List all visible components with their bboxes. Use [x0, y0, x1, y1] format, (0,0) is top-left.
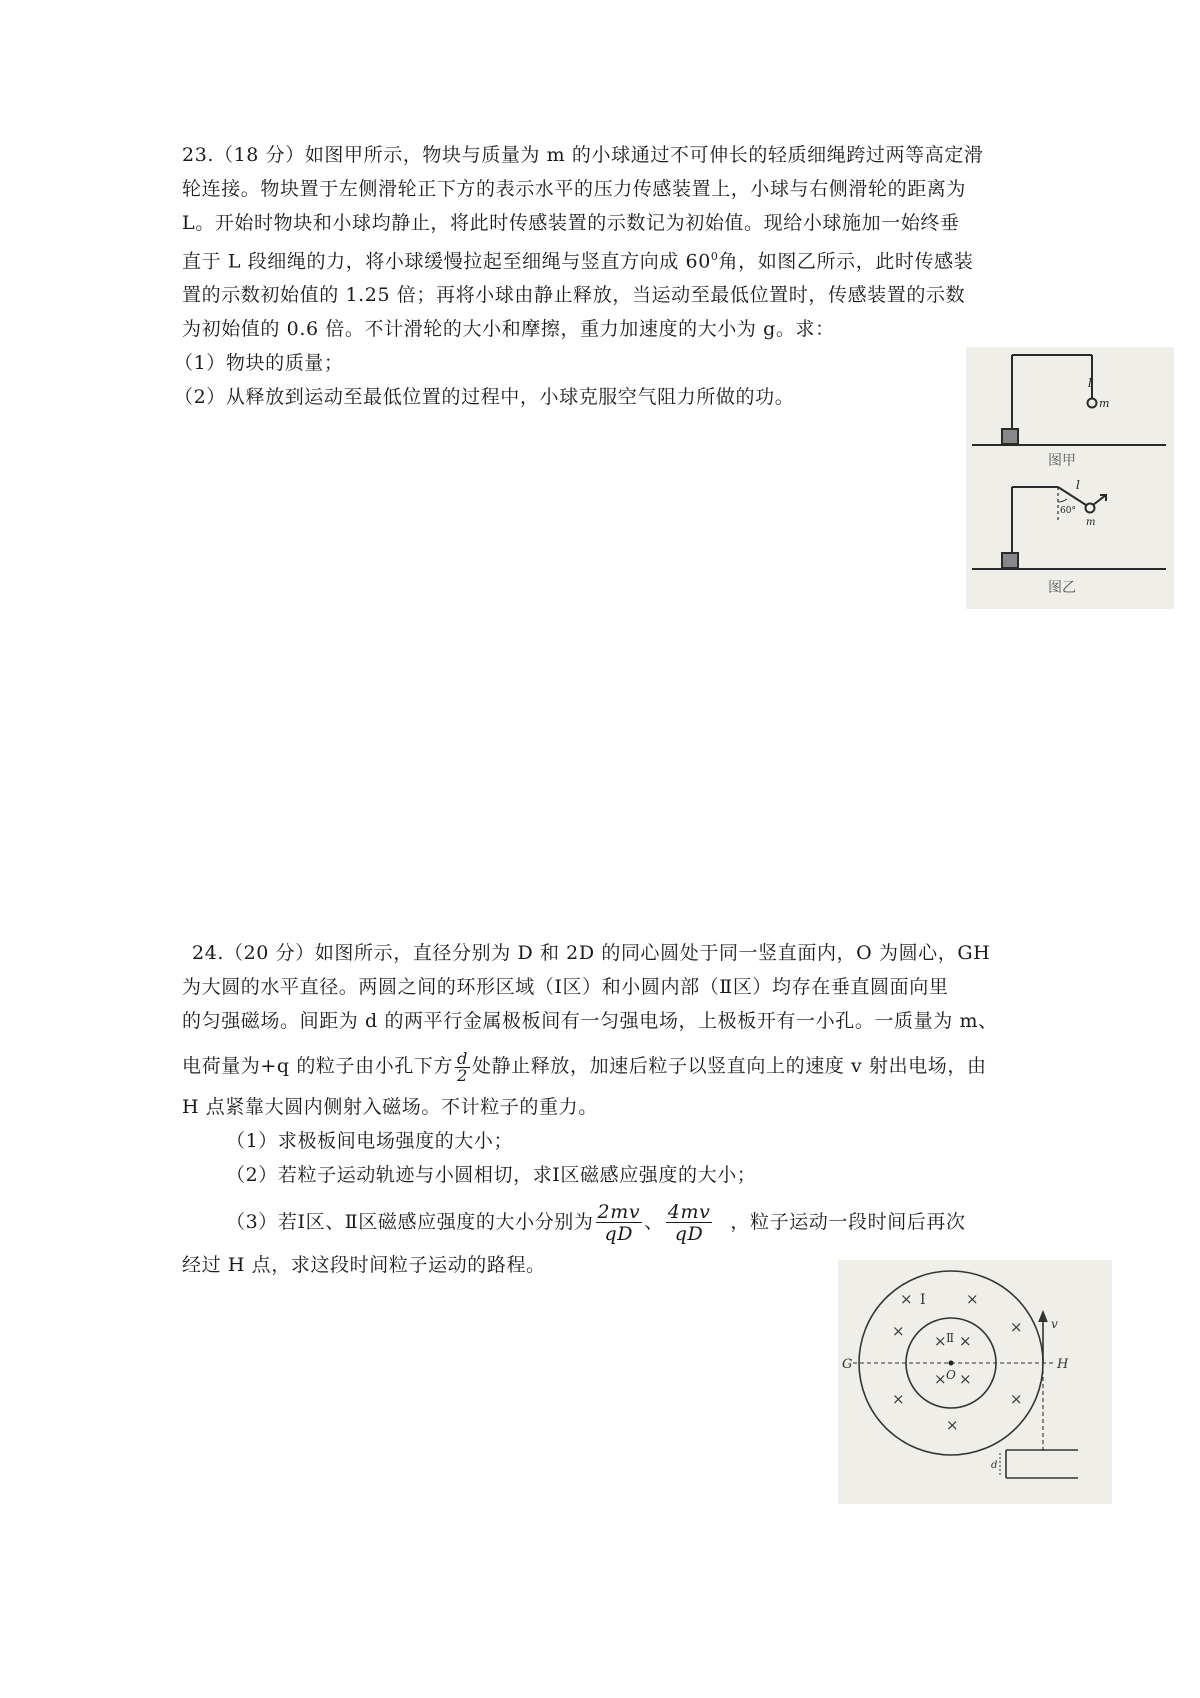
center-o-label: O [946, 1368, 956, 1382]
q23-line-4-post: 角，如图乙所示，此时传感装 [718, 250, 974, 273]
q23-text [174, 138, 1028, 414]
q23-line-1: 23.（18 分）如图甲所示，物块与质量为 m 的小球通过不可伸长的轻质细绳跨过两等高定滑 [182, 144, 984, 166]
point-h-label: H [1057, 1357, 1069, 1372]
q23-sub-1: （1）物块的质量； [174, 352, 344, 375]
fraction-4mv-over-qd: $\frac{4mv}{qD}$ [667, 1200, 711, 1245]
velocity-v-label: v [1051, 1317, 1058, 1331]
q24-line-1: 24.（20 分）如图所示，直径分别为 D 和 2D 的同心圆处于同一竖直面内，O 为圆心，GH [192, 942, 991, 964]
fig-b-caption: 图乙 [1048, 580, 1076, 596]
fig-b-m-label: m [1086, 517, 1096, 528]
q23-line-4-pre: 直于 L 段细绳的力，将小球缓慢拉起至细绳与竖直方向成 60 [182, 250, 711, 273]
fraction-d-over-2: $\frac{d}{2}$ [457, 1048, 468, 1085]
q24-sub-3: （3）若Ⅰ区、Ⅱ区磁感应强度的大小分别为 $\frac{2mv}{qD}$ 、 $\frac{4mv}{qD}$ ，粒子运动一段时间后再次 [226, 1200, 966, 1245]
cross-mark: × [959, 1332, 972, 1350]
cross-mark: × [1010, 1318, 1023, 1336]
region-1-label: Ⅰ [920, 1292, 926, 1308]
pulley-diagram [966, 347, 1174, 609]
q24-sub-1: （1）求极板间电场强度的大小； [226, 1130, 514, 1152]
fraction-2mv-over-qd: $\frac{2mv}{qD}$ [597, 1200, 641, 1245]
cross-mark: × [1010, 1390, 1023, 1408]
cross-mark: × [892, 1390, 905, 1408]
q24-line-3: 的匀强磁场。间距为 d 的两平行金属极板间有一匀强电场，上极板开有一小孔。一质量为 m、 [182, 1010, 998, 1032]
q23-line-2: 轮连接。物块置于左侧滑轮正下方的表示水平的压力传感装置上，小球与右侧滑轮的距离为 [182, 178, 967, 200]
q23-figure [966, 347, 1174, 609]
cross-mark: × [900, 1290, 913, 1308]
q24-line-4 [182, 1046, 1028, 1086]
q24-sub-2: （2）若粒子运动轨迹与小圆相切，求Ⅰ区磁感应强度的大小； [226, 1164, 757, 1186]
fig-b-angle-label: 60° [1060, 506, 1076, 516]
fig-b-l-label: l [1076, 478, 1080, 492]
q23-line-3: L。开始时物块和小球均静止，将此时传感装置的示数记为初始值。现给小球施加一始终垂 [182, 212, 960, 234]
fig-a-caption: 图甲 [1048, 453, 1076, 469]
cross-mark: × [966, 1290, 979, 1308]
cross-mark: × [934, 1332, 947, 1350]
fig-a-m-label: m [1099, 397, 1110, 410]
q24-line-2: 为大圆的水平直径。两圆之间的环形区域（Ⅰ区）和小圆内部（Ⅱ区）均存在垂直圆面向里 [182, 976, 949, 998]
magnetic-field-diagram [838, 1260, 1112, 1504]
cross-mark: × [892, 1322, 905, 1340]
q23-sub-2: （2）从释放到运动至最低位置的过程中，小球克服空气阻力所做的功。 [174, 386, 795, 409]
cross-mark: × [959, 1370, 972, 1388]
point-g-label: G [842, 1357, 853, 1372]
q24-line-4-pre: 电荷量为+q 的粒子由小孔下方 [182, 1055, 454, 1077]
fig-a-l-label: l [1088, 376, 1092, 390]
q24-line-4-post: 处静止释放，加速后粒子以竖直向上的速度 v 射出电场，由 [471, 1055, 987, 1077]
q23-line-6: 为初始值的 0.6 倍。不计滑轮的大小和摩擦，重力加速度的大小为 g。求： [182, 318, 835, 341]
q24-line-last: 经过 H 点，求这段时间粒子运动的路程。 [182, 1254, 546, 1276]
q24-figure [838, 1260, 1112, 1504]
q24-text [182, 936, 1028, 1282]
cross-mark: × [934, 1370, 947, 1388]
degree-superscript: 0 [710, 250, 719, 263]
q23-line-5: 置的示数初始值的 1.25 倍；再将小球由静止释放，当运动至最低位置时，传感装置的示数 [182, 284, 966, 307]
cross-mark: × [946, 1416, 959, 1434]
plate-gap-d-label: d [991, 1460, 998, 1471]
q24-line-5: H 点紧靠大圆内侧射入磁场。不计粒子的重力。 [182, 1096, 598, 1118]
region-2-label: Ⅱ [946, 1331, 955, 1345]
q23-line-4 [182, 240, 1028, 278]
